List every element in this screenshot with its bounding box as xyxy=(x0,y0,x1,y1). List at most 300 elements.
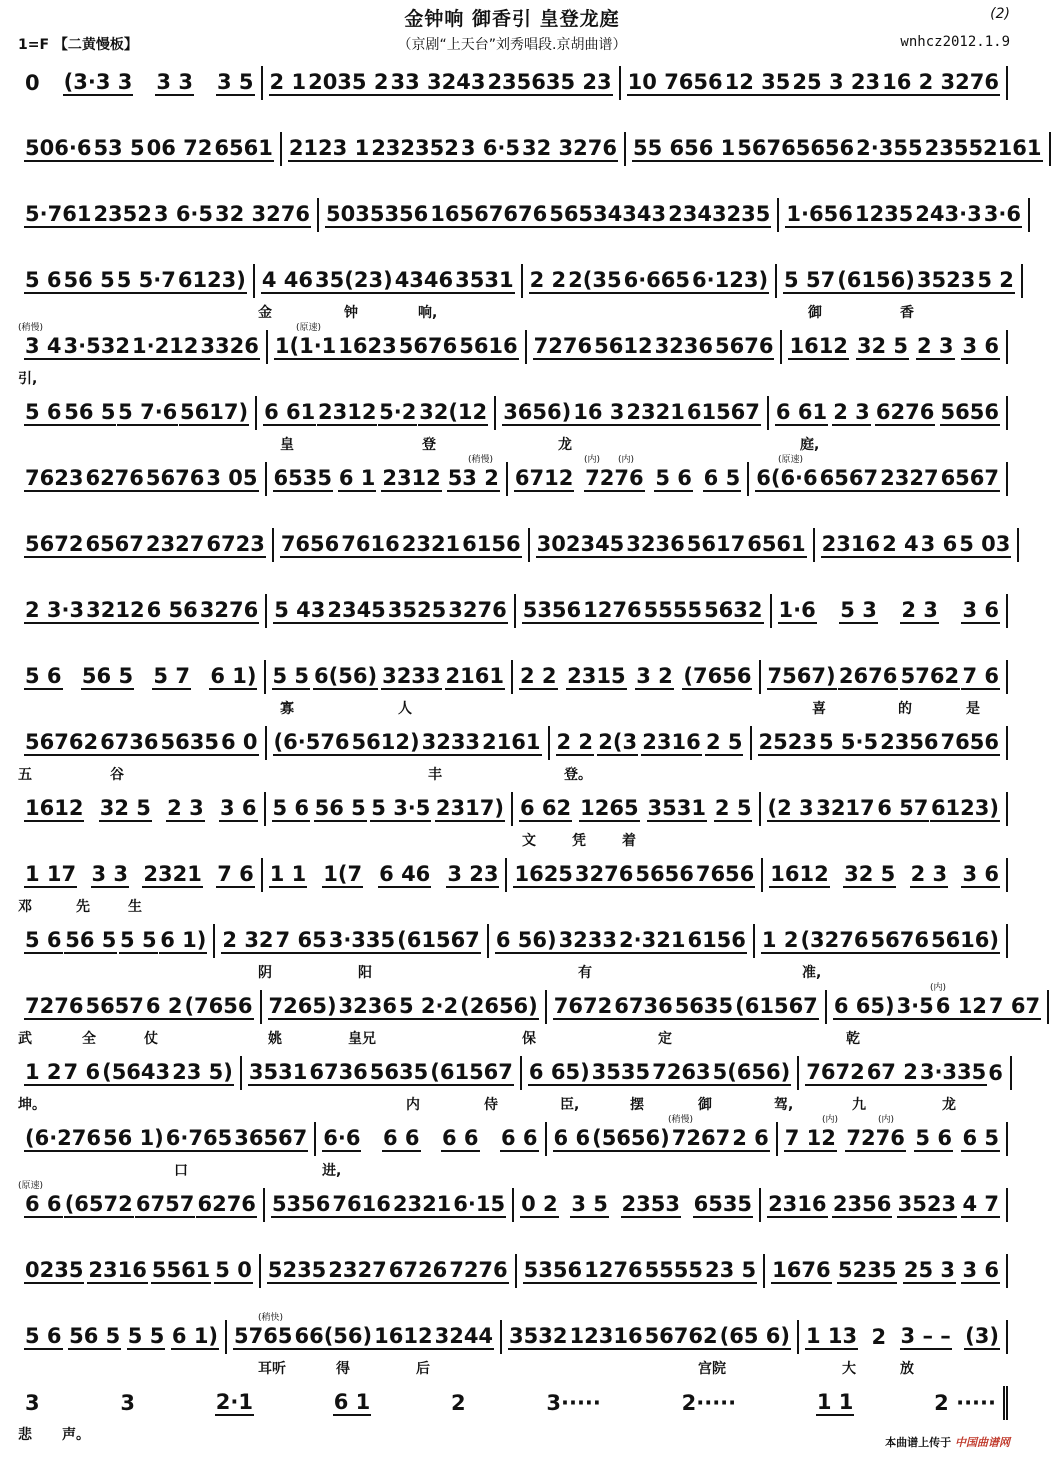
notes-row xyxy=(18,1056,1008,1090)
notes-row xyxy=(18,858,1008,892)
note-group: 6276 xyxy=(85,465,144,490)
jianpu-score xyxy=(18,58,1042,1444)
measure xyxy=(799,1320,1008,1354)
note-group: 2317) xyxy=(435,795,504,820)
lyric-syllable: 香 xyxy=(900,305,914,321)
note-group: 2327 xyxy=(880,465,939,490)
note-group: 5 6 xyxy=(655,465,692,490)
score-system xyxy=(18,1378,1008,1444)
note-group: 1265 xyxy=(580,795,639,820)
lyric-syllable: 是 xyxy=(966,701,980,717)
measure xyxy=(18,858,263,892)
measure xyxy=(507,858,763,892)
measure xyxy=(516,594,772,628)
note-group: 7276 xyxy=(533,333,593,358)
note-group: 2321 xyxy=(626,399,685,424)
measure xyxy=(18,1386,1008,1420)
note-group: 2 2 xyxy=(520,663,557,688)
note-group: 6 1 xyxy=(338,465,376,490)
note-group: 3 5 xyxy=(571,1191,608,1216)
measure xyxy=(530,528,815,562)
lyrics-row xyxy=(18,764,1008,782)
note-group: 7263 xyxy=(652,1059,711,1084)
measure xyxy=(815,528,1020,562)
notes-row xyxy=(18,66,1008,100)
lyrics-row xyxy=(18,896,1008,914)
lyrics-row xyxy=(18,170,1008,188)
measure xyxy=(18,66,263,100)
lyric-syllable: 寡 xyxy=(280,701,294,717)
note-group: 2·1 xyxy=(215,1389,253,1414)
note-group: 3236 xyxy=(338,993,397,1018)
note-group: 2312 xyxy=(382,465,441,490)
note-group: 5 5 xyxy=(120,927,157,952)
lyrics-row xyxy=(18,1094,1008,1112)
song-title: 金钟响 御香引 皇登龙庭 xyxy=(404,8,620,30)
lyric-syllable: 口 xyxy=(174,1163,188,1179)
note-group: 6156 xyxy=(687,927,746,952)
note-group: 2 3 xyxy=(833,399,870,424)
note-group: 5 5·5 xyxy=(818,729,879,754)
note-group: 56762 xyxy=(25,729,99,754)
note-group: 56 5 xyxy=(69,1323,121,1348)
note-group: 6 0 xyxy=(220,729,258,754)
note-group: 5 6 xyxy=(272,795,310,820)
lyrics-row xyxy=(18,302,1008,320)
note-group: 1676 xyxy=(772,1257,831,1282)
note-group: 2316 xyxy=(821,531,881,556)
lyrics-row xyxy=(18,1226,1008,1244)
measure xyxy=(514,1188,761,1222)
note-group: 5 7·6 xyxy=(118,399,178,424)
measure xyxy=(517,1254,766,1288)
note-group: (3) xyxy=(965,1323,999,1348)
note-group: 6 1) xyxy=(210,663,257,688)
note-group: 3236 xyxy=(654,333,714,358)
note-group: 5035356 xyxy=(326,201,429,226)
lyric-syllable: 宫院 xyxy=(698,1361,726,1377)
note-group: 6156 xyxy=(462,531,521,556)
score-system xyxy=(18,322,1008,388)
note-group: 6567 xyxy=(940,465,1000,490)
note-group: 5 3 xyxy=(840,597,877,622)
lyric-syllable: 侍 xyxy=(484,1097,498,1113)
score-system xyxy=(18,982,1041,1048)
performance-mark: (内) xyxy=(822,1115,839,1125)
lyric-syllable: 皇 xyxy=(280,437,294,453)
note-group: 1235 xyxy=(854,201,914,226)
note-group: 3 6 xyxy=(962,597,999,622)
note-group: 3233 xyxy=(382,663,441,688)
score-system xyxy=(18,718,1008,784)
note-group: 7672 xyxy=(553,993,613,1018)
note-group: 56765656 xyxy=(737,135,855,160)
note-group: 32 5 xyxy=(99,795,151,820)
measure xyxy=(550,726,752,760)
note-group: (2656) xyxy=(460,993,538,1018)
notes-row xyxy=(18,924,1008,958)
lyric-syllable: 谷 xyxy=(110,767,124,783)
note-group: 16 3 xyxy=(573,399,625,424)
lyrics-row xyxy=(18,434,1008,452)
measure xyxy=(18,198,319,232)
lyric-syllable: 钟 xyxy=(344,305,358,321)
note-group: 3525 xyxy=(387,597,447,622)
note-group: 2321 xyxy=(392,1191,452,1216)
measure xyxy=(18,1056,242,1090)
note-group: 6 61 xyxy=(264,399,316,424)
note-group: (5656) xyxy=(592,1125,670,1150)
notes-row xyxy=(18,1122,1008,1156)
lyric-syllable: 驾, xyxy=(774,1097,794,1113)
note-group: 7 65 xyxy=(275,927,327,952)
note-group: (6·276 xyxy=(25,1125,102,1150)
note-group: 2 1 xyxy=(269,69,307,94)
note-group: 2345 xyxy=(327,597,386,622)
measure xyxy=(319,198,779,232)
score-system xyxy=(18,916,1008,982)
note-group: 5 2 xyxy=(977,267,1014,292)
measure xyxy=(547,990,827,1024)
lyric-syllable: 大 xyxy=(842,1361,856,1377)
note-group: 3 6 xyxy=(962,1257,999,1282)
note-group: 6·123) xyxy=(692,267,769,292)
note-group: 2 3 xyxy=(910,861,948,886)
note-group: 6 6 xyxy=(553,1125,591,1150)
note-group: 3217 xyxy=(816,795,875,820)
note-group: 235635 23 xyxy=(487,69,612,94)
note-group: 3 5 xyxy=(216,69,254,94)
note-group: 2352 xyxy=(93,201,152,226)
note-group: 2 xyxy=(451,1390,466,1415)
lyrics-row xyxy=(18,500,1008,518)
lyric-syllable: 准, xyxy=(802,965,822,981)
measure xyxy=(508,462,749,496)
note-group: 232352 xyxy=(371,135,459,160)
note-group: 6 62 xyxy=(520,795,572,820)
note-group: 2327 xyxy=(145,531,205,556)
note-group: 6723 xyxy=(206,531,265,556)
note-group: 1276 xyxy=(583,597,642,622)
performance-mark: (原速) xyxy=(296,323,322,333)
measure xyxy=(18,330,268,364)
performance-mark: (稍慢) xyxy=(668,1115,694,1125)
score-header xyxy=(0,0,1024,64)
note-group: 3523 xyxy=(897,1191,957,1216)
note-group: 5·2 xyxy=(379,399,417,424)
note-group: 1 1 xyxy=(269,861,307,886)
note-group: 3523 xyxy=(916,267,976,292)
lyric-syllable: 阳 xyxy=(358,965,372,981)
measure xyxy=(18,1122,316,1156)
note-group: 7 67 xyxy=(988,993,1041,1018)
note-group: 23 5 xyxy=(705,1257,757,1282)
measure xyxy=(267,594,516,628)
measure xyxy=(772,594,1008,628)
lyric-syllable: 后 xyxy=(416,1361,430,1377)
note-group: (61567 xyxy=(735,993,818,1018)
note-group: 3 6·5 xyxy=(460,135,520,160)
score-system xyxy=(18,1312,1008,1378)
measure xyxy=(489,924,755,958)
note-group: 3·6 xyxy=(983,201,1021,226)
notes-row xyxy=(18,726,1008,760)
note-group: 4 46 xyxy=(261,267,314,292)
note-group: 6 65) xyxy=(528,1059,590,1084)
upload-footer xyxy=(885,1434,1010,1450)
lyric-syllable: 着 xyxy=(622,833,636,849)
measure xyxy=(18,1188,265,1222)
lyric-syllable: 引, xyxy=(18,371,38,387)
note-group: 25 3 23 xyxy=(792,69,881,94)
note-group: 6123) xyxy=(177,267,246,292)
note-group: 2 xyxy=(871,1324,887,1349)
lyric-syllable: 皇兄 xyxy=(348,1031,376,1047)
measure xyxy=(527,330,783,364)
note-group: 2 3 xyxy=(916,333,954,358)
note-group: 3531 xyxy=(248,1059,308,1084)
note-group: 6726 xyxy=(388,1257,448,1282)
lyrics-row xyxy=(18,1424,1008,1442)
note-group: 3244 xyxy=(434,1323,494,1348)
note-group: 56 5 xyxy=(64,399,116,424)
note-group: 5235 xyxy=(267,1257,327,1282)
note-group: 3 6·5 xyxy=(153,201,214,226)
note-group: 6561 xyxy=(747,531,806,556)
note-group: 0 2 xyxy=(521,1191,558,1216)
measure xyxy=(262,990,547,1024)
note-group: 2327 xyxy=(328,1257,387,1282)
lyric-syllable: 凭 xyxy=(572,833,586,849)
note-group: 6567 xyxy=(85,531,144,556)
note-group: 5635 xyxy=(674,993,734,1018)
note-group: 7276 xyxy=(585,465,644,490)
note-group: 2353 xyxy=(621,1191,680,1216)
measure xyxy=(282,132,626,166)
score-system xyxy=(18,190,1021,256)
note-group: 5 0 xyxy=(215,1257,252,1282)
lyric-syllable: 耳听 xyxy=(258,1361,286,1377)
note-group: (5643 xyxy=(102,1059,171,1084)
notes-row xyxy=(18,330,1008,364)
transcriber-credit: wnhcz2012.1.9 xyxy=(900,34,1010,50)
note-group: 5672 xyxy=(25,531,84,556)
note-group: 2 3·3 xyxy=(25,597,85,622)
note-group: 3 3 xyxy=(156,69,193,94)
note-group: 1276 xyxy=(584,1257,643,1282)
note-group: 6 2 xyxy=(145,993,183,1018)
measure xyxy=(626,132,1051,166)
note-group: 5 6 xyxy=(915,1125,952,1150)
notes-row xyxy=(18,264,1014,298)
note-group: 1 2 xyxy=(25,1059,62,1084)
note-group: 2321 xyxy=(401,531,461,556)
note-group: 7 6 xyxy=(217,861,254,886)
note-group: 3 3 xyxy=(91,861,129,886)
lyric-syllable: 九 xyxy=(852,1097,866,1113)
note-group: 7 6 xyxy=(962,663,999,688)
measure xyxy=(755,924,1008,958)
lyrics-row xyxy=(18,632,1008,650)
lyric-syllable: 阴 xyxy=(258,965,272,981)
note-group: 3233 xyxy=(421,729,481,754)
note-group: 6561 xyxy=(214,135,273,160)
note-group: 56 1) xyxy=(103,1125,164,1150)
note-group: 1612 xyxy=(770,861,829,886)
note-group: 1 17 xyxy=(25,861,77,886)
measure xyxy=(18,528,274,562)
note-group: 61567 xyxy=(686,399,760,424)
score-system xyxy=(18,124,1042,190)
note-group: 6·665 xyxy=(623,267,691,292)
notes-row xyxy=(18,396,1008,430)
lyric-syllable: 有 xyxy=(578,965,592,981)
score-system xyxy=(18,1048,1008,1114)
note-group: 5676 xyxy=(145,465,205,490)
performance-mark: (内) xyxy=(878,1115,895,1125)
measure xyxy=(267,726,550,760)
note-group: 1612 xyxy=(25,795,84,820)
note-group: (65 6) xyxy=(719,1323,790,1348)
notes-row xyxy=(18,1386,1008,1420)
measure xyxy=(316,1122,546,1156)
performance-mark: (内) xyxy=(584,455,601,465)
score-system xyxy=(18,586,1008,652)
measure xyxy=(18,1254,261,1288)
note-group: 3 6 xyxy=(219,795,257,820)
note-group: 5676 xyxy=(715,333,774,358)
measure xyxy=(799,1056,1012,1090)
lyrics-row xyxy=(18,1028,1008,1046)
lyric-syllable: 文 xyxy=(522,833,536,849)
note-group: 5·761 xyxy=(25,201,92,226)
note-group: 5676 xyxy=(398,333,458,358)
note-group: 5 43 xyxy=(274,597,326,622)
note-group: 3276 xyxy=(574,861,634,886)
site-brand: 中国曲谱网 xyxy=(955,1436,1010,1449)
note-group: 5676 xyxy=(870,927,929,952)
note-group: 2 5 xyxy=(705,729,743,754)
note-group: 5 7 xyxy=(153,663,190,688)
note-group: 4346 xyxy=(394,267,454,292)
note-group: 6(56) xyxy=(314,663,378,688)
note-group: 5 6 xyxy=(25,927,62,952)
note-group: 3·335 xyxy=(919,1059,987,1084)
note-group: (2 3 xyxy=(767,795,814,820)
note-group: 3 6 xyxy=(962,861,1000,886)
note-group: 5 5 xyxy=(127,1323,165,1348)
measure xyxy=(266,792,514,826)
note-group: 5 5 xyxy=(272,663,310,688)
measure xyxy=(18,594,267,628)
note-group: 5 2·2 xyxy=(399,993,459,1018)
measure xyxy=(265,1188,514,1222)
lyric-syllable: 喜 xyxy=(812,701,826,717)
lyrics-row xyxy=(18,1358,1008,1376)
note-group: (3·3 3 xyxy=(63,69,133,94)
measure xyxy=(215,924,488,958)
note-group: 1612 xyxy=(789,333,848,358)
note-group: 2 3 xyxy=(901,597,938,622)
note-group: 243·3 xyxy=(915,201,982,226)
note-group: 7276 xyxy=(846,1125,905,1150)
measure xyxy=(261,1254,517,1288)
measure xyxy=(18,264,255,298)
measure xyxy=(778,1122,1008,1156)
note-group: 1623 xyxy=(338,333,397,358)
note-group: 2 5 xyxy=(714,795,752,820)
note-group: 2·355 xyxy=(856,135,923,160)
note-group: 1 13 xyxy=(805,1323,858,1348)
measure xyxy=(827,990,1049,1024)
key-signature: 1=F 【二黄慢板】 xyxy=(18,37,138,53)
note-group: 6 6 xyxy=(25,1191,62,1216)
score-system xyxy=(18,388,1008,454)
note-group: 7672 xyxy=(806,1059,865,1084)
note-group: 5 6 xyxy=(25,267,62,292)
note-group: 3535 xyxy=(591,1059,651,1084)
note-group: 302345 xyxy=(536,531,625,556)
notes-row xyxy=(18,1188,1008,1222)
note-group: 5 57 xyxy=(784,267,836,292)
note-group: 6276 xyxy=(197,1191,256,1216)
note-group: 6·15 xyxy=(453,1191,506,1216)
lyric-syllable: 响, xyxy=(418,305,438,321)
note-group: 1·656 xyxy=(786,201,853,226)
measure xyxy=(769,396,1008,430)
score-system xyxy=(18,1180,1008,1246)
score-system xyxy=(18,1114,1008,1180)
note-group: 5635 xyxy=(369,1059,429,1084)
upload-note: 本曲谱上传于 xyxy=(885,1436,952,1449)
note-group: 5 03 xyxy=(959,531,1011,556)
note-group: 2316 xyxy=(88,1257,147,1282)
lyric-syllable: 悲 xyxy=(18,1427,32,1443)
lyric-syllable: 御 xyxy=(808,305,822,321)
lyric-syllable: 仗 xyxy=(144,1031,158,1047)
note-group: 2676 xyxy=(838,663,898,688)
page-number: (2) xyxy=(990,6,1010,22)
note-group: 5 6 xyxy=(25,399,62,424)
note-group: 3532 xyxy=(509,1323,568,1348)
notes-row xyxy=(18,594,1008,628)
note-group: 2(3 xyxy=(598,729,638,754)
note-group: 6 12 xyxy=(935,993,987,1018)
measure xyxy=(227,1320,502,1354)
note-group: 32 5 xyxy=(844,861,896,886)
note-group: 6 1) xyxy=(160,927,207,952)
note-group: 56534343 xyxy=(549,201,667,226)
note-group: 5561 xyxy=(151,1257,211,1282)
note-group: (6572 xyxy=(64,1191,133,1216)
note-group: 3276 xyxy=(448,597,507,622)
measure xyxy=(266,660,514,694)
note-group: 6 6 xyxy=(441,1125,479,1150)
note-group: 32 3276 xyxy=(521,135,617,160)
note-group: 2 ····· xyxy=(934,1390,996,1415)
song-subtitle: （京剧“上天台”刘秀唱段.京胡曲谱） xyxy=(397,37,627,53)
lyrics-row xyxy=(18,698,1008,716)
measure xyxy=(18,396,257,430)
note-group: 6123) xyxy=(930,795,999,820)
performance-mark: (内) xyxy=(618,455,635,465)
measure xyxy=(274,528,530,562)
lyric-syllable: 龙 xyxy=(558,437,572,453)
lyric-syllable: 的 xyxy=(898,701,912,717)
note-group: 56 5 xyxy=(314,795,366,820)
note-group: 2321 xyxy=(143,861,202,886)
note-group: 7276 xyxy=(449,1257,508,1282)
